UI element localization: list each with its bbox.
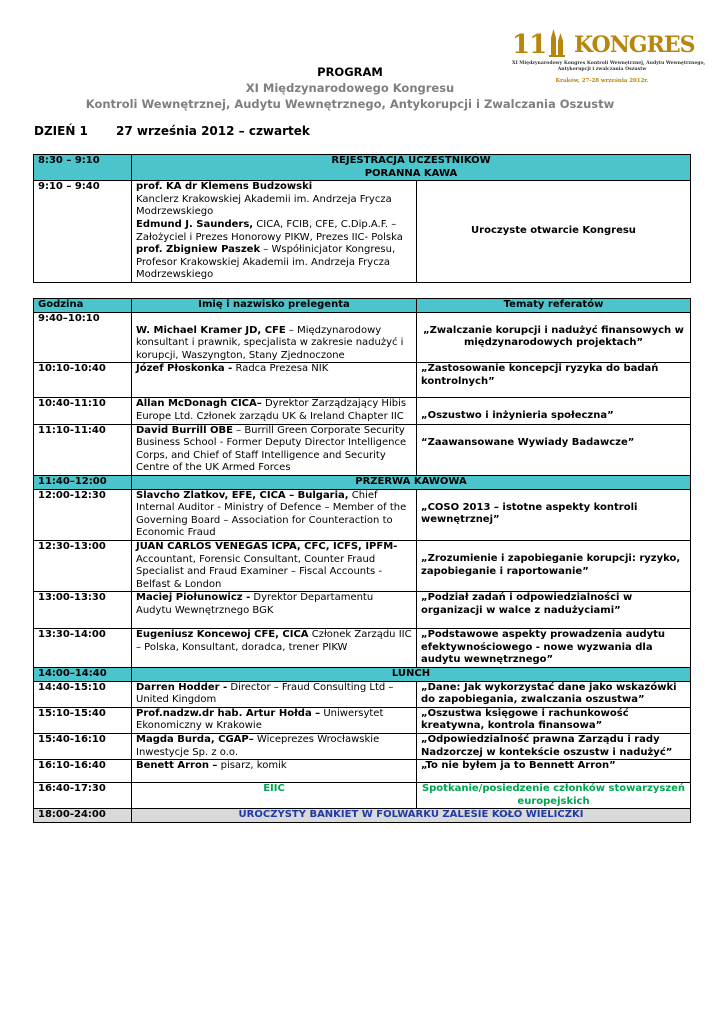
row-speaker xyxy=(132,398,417,424)
program-subtitle-1: XI Międzynarodowego Kongresu xyxy=(245,81,455,95)
logo-word: KONGRES xyxy=(574,32,695,58)
table-row xyxy=(34,398,691,424)
row-time: 10:10-10:40 xyxy=(34,363,132,398)
row-time: 12:00-12:30 xyxy=(34,489,132,540)
row-speaker xyxy=(132,734,417,760)
registration-label: REJESTRACJA UCZESTNIKÓW xyxy=(331,155,491,166)
table-row xyxy=(34,489,691,540)
table-row xyxy=(34,707,691,733)
row-speaker xyxy=(132,363,417,398)
speaker-desc: Wiceprezes Wrocławskie Inwestycje Sp. z o.o. xyxy=(136,734,380,758)
speaker-name: JUAN CARLOS VENEGAS ICPA, CFC, ICFS, IPFM- xyxy=(136,540,398,552)
row-time: 12:30-13:00 xyxy=(34,540,132,591)
morning-coffee-label: PORANNA KAWA xyxy=(364,167,458,179)
opening-speakers xyxy=(132,181,417,283)
speaker-desc: Dyrektor Zarządzający Hibis Europe Ltd. Członek zarządu UK & Ireland Chapter IIC xyxy=(136,398,407,422)
row-speaker xyxy=(132,540,417,591)
speaker-desc: Accountant, Forensic Consultant, Counter Fraud Specialist and Fraud Examiner – Fiscal Accounts - Belfast & London xyxy=(136,553,383,590)
registration-row xyxy=(34,155,691,181)
table-row xyxy=(34,629,691,668)
speaker-desc: – Międzynarodowy konsultant i prawnik, specjalista w zakresie nadużyć i korupcji, Waszyngton, Stany Zjednoczone xyxy=(136,324,404,361)
church-tower-icon xyxy=(542,28,572,58)
row-topic: „Podstawowe aspekty prowadzenia audytu efektywnościowego - nowe wyzwania dla audytu wewnętrznego” xyxy=(417,629,691,668)
header-row xyxy=(34,299,691,313)
speaker-desc: pisarz, komik xyxy=(217,760,287,772)
speaker-name: Eugeniusz Koncewoj CFE, CICA xyxy=(136,629,309,641)
row-speaker xyxy=(132,681,417,707)
table-row xyxy=(34,312,691,363)
row-speaker xyxy=(132,424,417,475)
coffee-break-label: PRZERWA KAWOWA xyxy=(132,475,691,489)
speaker-desc: Chief Internal Auditor - Ministry of Defence – Member of the Governing Board – Association for Counteraction to Economic Fraud xyxy=(136,489,407,539)
row-topic: „To nie byłem ja to Bennett Arron” xyxy=(417,760,691,783)
speaker-desc: Kanclerz Krakowskiej Akademii im. Andrzeja Frycza Modrzewskiego xyxy=(136,193,392,218)
table-row xyxy=(34,592,691,629)
day-label: DZIEŃ 1 xyxy=(34,124,88,138)
row-topic: „Zastosowanie koncepcji ryzyka do badań kontrolnych” xyxy=(417,363,691,398)
speaker-name: Allan McDonagh CICA– xyxy=(136,398,262,410)
row-topic: „Zwalczanie korupcji i nadużyć finansowych w międzynarodowych projektach” xyxy=(417,312,691,363)
day-heading xyxy=(34,124,310,138)
header-topic: Tematy referatów xyxy=(417,299,691,313)
row-time: 13:00-13:30 xyxy=(34,592,132,629)
opening-topic: Uroczyste otwarcie Kongresu xyxy=(417,181,691,283)
row-speaker xyxy=(132,707,417,733)
row-topic: „Oszustwo i inżynieria społeczna” xyxy=(417,398,691,424)
row-time: 11:40–12:00 xyxy=(34,475,132,489)
row-time: 10:40-11:10 xyxy=(34,398,132,424)
speaker-name: W. Michael Kramer JD, CFE xyxy=(136,324,286,336)
row-speaker xyxy=(132,489,417,540)
speaker-name: Benett Arron – xyxy=(136,760,218,772)
row-topic: „Oszustwa księgowe i rachunkowość kreatywna, kontrola finansowa” xyxy=(417,707,691,733)
speaker-name: Slavcho Zlatkov, EFE, CICA – Bulgaria, xyxy=(136,489,349,501)
speaker-desc: Radca Prezesa NIK xyxy=(232,363,329,375)
program-title: PROGRAM xyxy=(317,65,383,79)
lunch-label: LUNCH xyxy=(132,668,691,682)
row-time: 18:00-24:00 xyxy=(34,809,132,823)
speaker-name: Józef Płoskonka - xyxy=(136,363,233,375)
speaker-name: David Burrill OBE xyxy=(136,424,233,436)
row-topic: “Zaawansowane Wywiady Badawcze” xyxy=(417,424,691,475)
speaker-desc: – Współinicjator Kongresu, Profesor Krakowskiej Akademii im. Andrzeja Frycza Modrzewskiego xyxy=(136,244,396,281)
row-topic: „Podział zadań i odpowiedzialności w organizacji w walce z nadużyciami” xyxy=(417,592,691,629)
speaker-name: prof. KA dr Klemens Budzowski xyxy=(136,181,313,193)
program-table xyxy=(33,298,691,823)
row-time: 9:40–10:10 xyxy=(34,312,132,363)
logo-date: Kraków, 27-28 września 2012r. xyxy=(555,78,649,84)
opening-table xyxy=(33,154,691,283)
header-time: Godzina xyxy=(34,299,132,313)
logo-number: 11 xyxy=(512,30,547,60)
lunch-row xyxy=(34,668,691,682)
row-topic: „Odpowiedzialność prawna Zarządu i rady Nadzorczej w kontekście oszustw i nadużyć” xyxy=(417,734,691,760)
row-topic: „COSO 2013 – istotne aspekty kontroli wewnętrznej” xyxy=(417,489,691,540)
row-speaker xyxy=(132,312,417,363)
speaker-name: Darren Hodder - xyxy=(136,681,228,693)
speaker-desc: – Burrill Green Corporate Security Business School - Former Deputy Director Intelligence Corps, and Chief of Staff Intelligence and Security Centre of the UK Armed Forces xyxy=(136,424,407,474)
logo-line-2: Antykorupcji i zwalczania Oszustw xyxy=(557,67,647,72)
row-topic: „Zrozumienie i zapobieganie korupcji: ryzyko, zapobieganie i raportowanie” xyxy=(417,540,691,591)
table-row xyxy=(34,363,691,398)
table-row xyxy=(34,540,691,591)
row-topic: „Dane: Jak wykorzystać dane jako wskazówki do zapobiegania, zwalczania oszustwa” xyxy=(417,681,691,707)
break-row xyxy=(34,475,691,489)
row-time: 13:30-14:00 xyxy=(34,629,132,668)
program-heading xyxy=(30,64,670,112)
opening-time: 9:10 – 9:40 xyxy=(34,181,132,283)
table-row xyxy=(34,783,691,809)
row-time: 11:10-11:40 xyxy=(34,424,132,475)
registration-time: 8:30 – 9:10 xyxy=(34,155,132,181)
row-time: 14:40-15:10 xyxy=(34,681,132,707)
speaker-desc: CICA, FCIB, CFE, C.Dip.A.F. – Założyciel i Prezes Honorowy PIKW, Prezes IIC- Polska xyxy=(136,218,403,243)
speaker-desc: Director – Fraud Consulting Ltd – United Kingdom xyxy=(136,681,394,706)
row-time: 15:40-16:10 xyxy=(34,734,132,760)
row-time: 14:00–14:40 xyxy=(34,668,132,682)
speaker-name: Maciej Piołunowicz - xyxy=(136,592,251,604)
logo-mark xyxy=(512,28,695,60)
banquet-label: UROCZYSTY BANKIET W FOLWARKU ZALESIE KOŁO WIELICZKI xyxy=(132,809,691,823)
table-row xyxy=(34,760,691,783)
row-speaker xyxy=(132,592,417,629)
speaker-desc: Członek Zarządu IIC – Polska, Konsultant, doradca, trener PIKW xyxy=(136,629,412,653)
eiic-label: EIIC xyxy=(132,783,417,809)
day-date: 27 września 2012 – czwartek xyxy=(116,124,310,138)
speaker-desc: Dyrektor Departamentu Audytu Wewnętrznego BGK xyxy=(136,592,374,616)
header-speaker: Imię i nazwisko prelegenta xyxy=(132,299,417,313)
registration-cell xyxy=(132,155,691,181)
speaker-name: prof. Zbigniew Paszek xyxy=(136,244,261,256)
banquet-row xyxy=(34,809,691,823)
speaker-name: Prof.nadzw.dr hab. Artur Hołda – xyxy=(136,707,321,719)
table-row xyxy=(34,734,691,760)
row-time: 15:10-15:40 xyxy=(34,707,132,733)
program-subtitle-2: Kontroli Wewnętrznej, Audytu Wewnętrznego, Antykorupcji i Zwalczania Oszustw xyxy=(85,97,615,111)
row-speaker xyxy=(132,629,417,668)
row-speaker xyxy=(132,760,417,783)
row-time: 16:40-17:30 xyxy=(34,783,132,809)
table-row xyxy=(34,424,691,475)
logo-line-1: XI Międzynarodowy Kongres Kontroli Wewnętrznej, Audytu Wewnętrznego, xyxy=(512,61,706,66)
speaker-desc: Uniwersytet Ekonomiczny w Krakowie xyxy=(136,707,384,732)
eiic-topic: Spotkanie/posiedzenie członków stowarzyszeń europejskich xyxy=(417,783,691,809)
opening-row xyxy=(34,181,691,283)
speaker-name: Edmund J. Saunders, xyxy=(136,218,254,230)
speaker-name: Magda Burda, CGAP– xyxy=(136,734,254,746)
table-row xyxy=(34,681,691,707)
row-time: 16:10-16:40 xyxy=(34,760,132,783)
